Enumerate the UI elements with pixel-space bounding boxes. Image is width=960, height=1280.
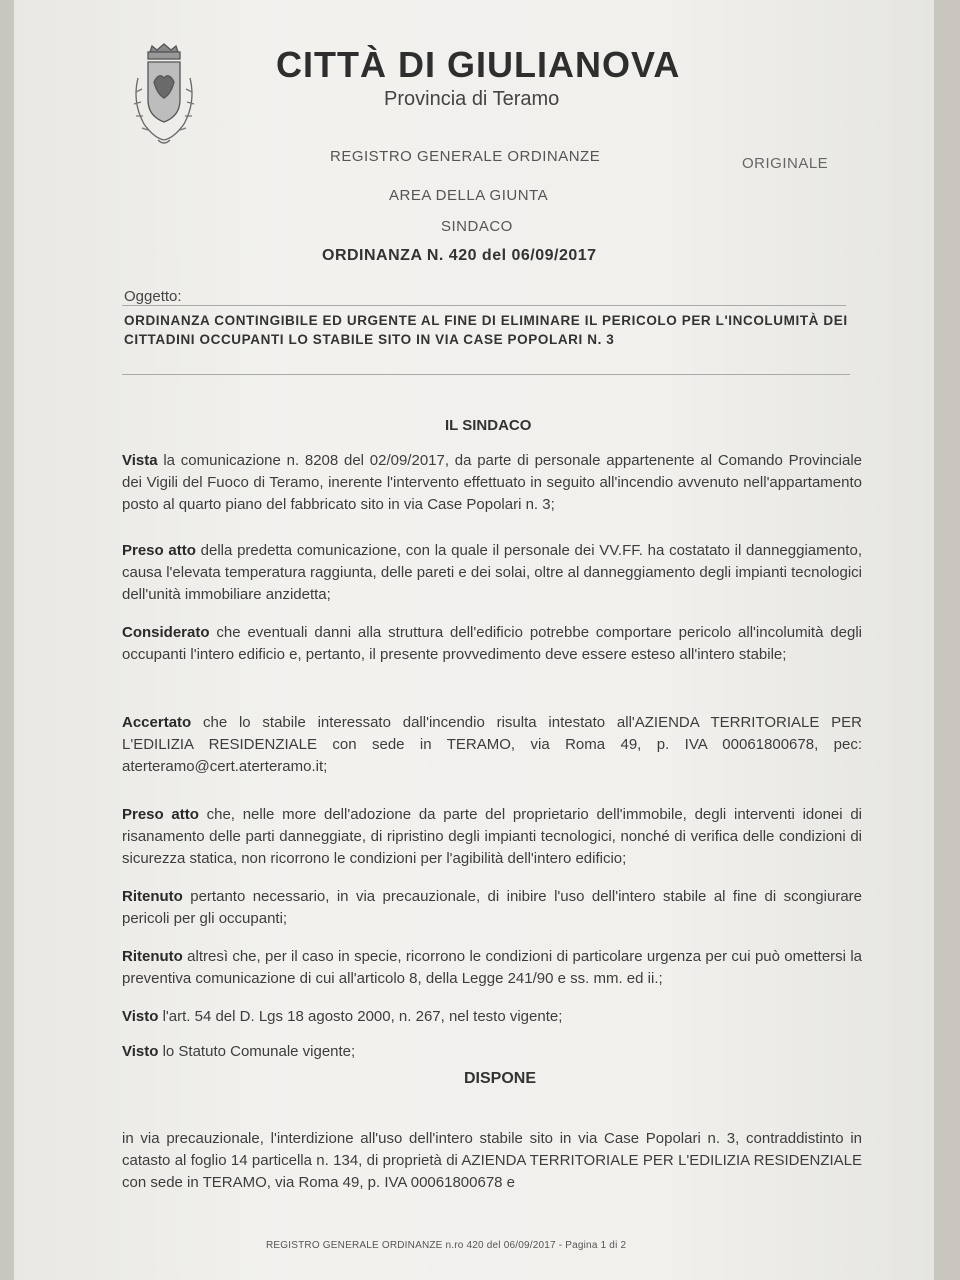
ordinanza-number: ORDINANZA N. 420 del 06/09/2017 bbox=[322, 247, 597, 264]
paragraph-text: altresì che, per il caso in specie, ricorrono le condizioni di particolare urgenza per cui può omettersi la preventiva comunicazione di cui all'articolo 8, della Legge 241/90 e ss. mm. ed ii.; bbox=[122, 948, 862, 987]
paragraph-visto-2 bbox=[122, 1041, 862, 1063]
paragraph-lead: Preso atto bbox=[122, 806, 199, 823]
paragraph-ritenuto-2 bbox=[122, 946, 862, 990]
paragraph-preso-atto-2 bbox=[122, 804, 862, 870]
sindaco-label: SINDACO bbox=[441, 218, 513, 235]
coat-of-arms-icon bbox=[122, 42, 206, 150]
city-title: CITTÀ DI GIULIANOVA bbox=[276, 44, 681, 85]
paragraph-text: che, nelle more dell'adozione da parte del proprietario dell'immobile, degli interventi idonei di risanamento delle parti danneggiate, di ripristino degli impianti tecnologici, nonché di verifica delle condizioni di sicurezza statica, non ricorrono le condizioni per l'agibilità dell'intero edificio; bbox=[122, 806, 862, 867]
paragraph-lead: Ritenuto bbox=[122, 888, 183, 905]
province-name: Provincia di Teramo bbox=[384, 88, 560, 110]
paragraph-lead: Preso atto bbox=[122, 542, 196, 559]
oggetto-rule-top bbox=[122, 305, 846, 306]
paragraph-preso-atto-1 bbox=[122, 540, 862, 606]
paragraph-ritenuto-1 bbox=[122, 886, 862, 930]
originale-label: ORIGINALE bbox=[742, 155, 829, 172]
paragraph-lead: Visto bbox=[122, 1008, 159, 1025]
paragraph-text: che lo stabile interessato dall'incendio risulta intestato all'AZIENDA TERRITORIALE PER L'EDILIZIA RESIDENZIALE con sede in TERAMO, via Roma 49, p. IVA 00061800678, pec: aterteramo@cert.aterteramo.it; bbox=[122, 714, 862, 775]
paragraph-considerato bbox=[122, 622, 862, 666]
paragraph-lead: Vista bbox=[122, 452, 158, 469]
page-footer: REGISTRO GENERALE ORDINANZE n.ro 420 del 06/09/2017 - Pagina 1 di 2 bbox=[266, 1240, 627, 1251]
paragraph-text: la comunicazione n. 8208 del 02/09/2017, da parte di personale appartenente al Comando Provinciale dei Vigili del Fuoco di Teramo, inerente l'intervento effettuato in seguito all'incendio avvenuto nell'appartamento posto al quarto piano del fabbricato sito in via Case Popolari n. 3; bbox=[122, 452, 862, 513]
oggetto-label: Oggetto: bbox=[124, 288, 182, 305]
registro-label: REGISTRO GENERALE ORDINANZE bbox=[330, 148, 601, 165]
paragraph-dispone: in via precauzionale, l'interdizione all'uso dell'intero stabile sito in via Case Popolari n. 3, contraddistinto in catasto al foglio 14 particella n. 134, di proprietà di AZIENDA TERRITORIALE PER L'EDILIZIA RESIDENZIALE con sede in TERAMO, via Roma 49, p. IVA 00061800678 e bbox=[122, 1130, 862, 1191]
paragraph-text: l'art. 54 del D. Lgs 18 agosto 2000, n. 267, nel testo vigente; bbox=[158, 1008, 563, 1025]
heading-il-sindaco: IL SINDACO bbox=[445, 417, 532, 434]
paragraph-lead: Considerato bbox=[122, 624, 210, 641]
oggetto-text: ORDINANZA CONTINGIBILE ED URGENTE AL FINE DI ELIMINARE IL PERICOLO PER L'INCOLUMITÀ DEI CITTADINI OCCUPANTI LO STABILE SITO IN VIA CASE POPOLARI N. 3 bbox=[124, 313, 848, 347]
paragraph-lead: Visto bbox=[122, 1043, 159, 1060]
paragraph-text: pertanto necessario, in via precauzionale, di inibire l'uso dell'intero stabile al fine di scongiurare pericoli per gli occupanti; bbox=[122, 888, 862, 927]
paragraph-vista bbox=[122, 450, 862, 516]
document-page bbox=[14, 0, 934, 1280]
paragraph-text: che eventuali danni alla struttura dell'edificio potrebbe comportare pericolo all'incolumità degli occupanti l'intero edificio e, pertanto, il presente provvedimento deve essere esteso all'intero stabile; bbox=[122, 624, 862, 663]
paragraph-text: lo Statuto Comunale vigente; bbox=[158, 1043, 356, 1060]
oggetto-rule-bottom bbox=[122, 374, 850, 375]
paragraph-lead: Ritenuto bbox=[122, 948, 183, 965]
paragraph-visto-1 bbox=[122, 1006, 862, 1028]
area-label: AREA DELLA GIUNTA bbox=[389, 187, 549, 204]
paragraph-lead: Accertato bbox=[122, 714, 192, 731]
heading-dispone: DISPONE bbox=[464, 1070, 537, 1087]
paragraph-text: della predetta comunicazione, con la quale il personale dei VV.FF. ha costatato il danneggiamento, causa l'elevata temperatura raggiunta, delle pareti e dei solai, oltre al danneggiamento degli impianti tecnologici dell'unità immobiliare anzidetta; bbox=[122, 542, 862, 603]
paragraph-accertato bbox=[122, 712, 862, 778]
